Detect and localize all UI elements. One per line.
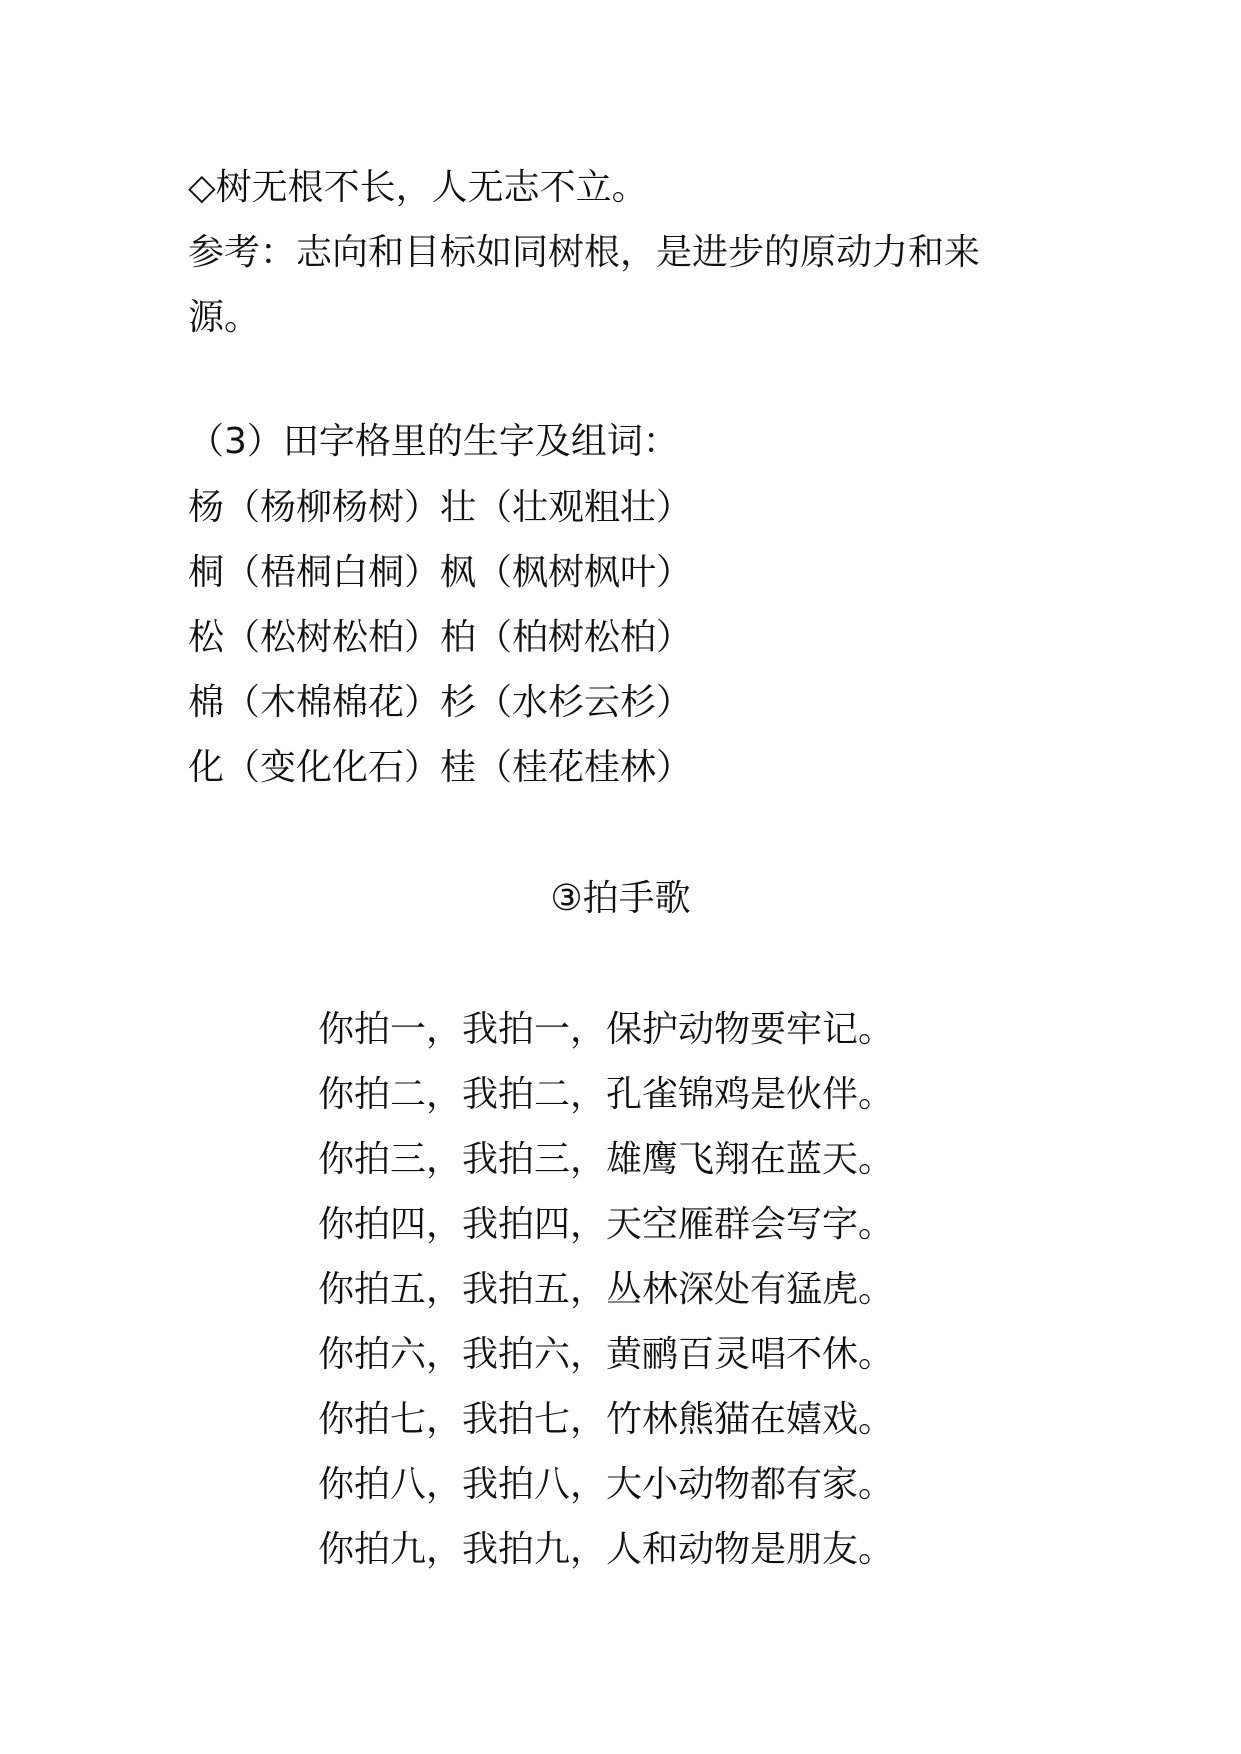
song-line: 你拍三，我拍三，雄鹰飞翔在蓝天。 xyxy=(318,1139,895,1180)
song-line: 你拍八，我拍八，大小动物都有家。 xyxy=(318,1464,895,1505)
reference-line-2: 源。 xyxy=(188,297,261,338)
song-title: ③拍手歌 xyxy=(550,878,691,919)
reference-line-1: 参考：志向和目标如同树根，是进步的原动力和来 xyxy=(188,232,981,273)
song-line: 你拍四，我拍四，天空雁群会写字。 xyxy=(318,1204,895,1245)
song-line: 你拍九，我拍九，人和动物是朋友。 xyxy=(318,1529,895,1570)
vocab-row: 桐（梧桐白桐）枫（枫树枫叶） xyxy=(188,552,693,593)
song-line: 你拍一，我拍一，保护动物要牢记。 xyxy=(318,1009,895,1050)
proverb-line: ◇树无根不长，人无志不立。 xyxy=(188,167,648,208)
vocab-row: 棉（木棉棉花）杉（水杉云杉） xyxy=(188,682,693,723)
song-line: 你拍五，我拍五，丛林深处有猛虎。 xyxy=(318,1269,895,1310)
vocab-row: 化（变化化石）桂（桂花桂林） xyxy=(188,747,693,788)
vocab-row: 杨（杨柳杨树）壮（壮观粗壮） xyxy=(188,487,693,528)
section-heading: （3）田字格里的生字及组词： xyxy=(188,421,679,462)
song-line: 你拍二，我拍二，孔雀锦鸡是伙伴。 xyxy=(318,1074,895,1115)
song-line: 你拍六，我拍六，黄鹂百灵唱不休。 xyxy=(318,1334,895,1375)
song-line: 你拍七，我拍七，竹林熊猫在嬉戏。 xyxy=(318,1399,895,1440)
vocab-row: 松（松树松柏）柏（柏树松柏） xyxy=(188,617,693,658)
